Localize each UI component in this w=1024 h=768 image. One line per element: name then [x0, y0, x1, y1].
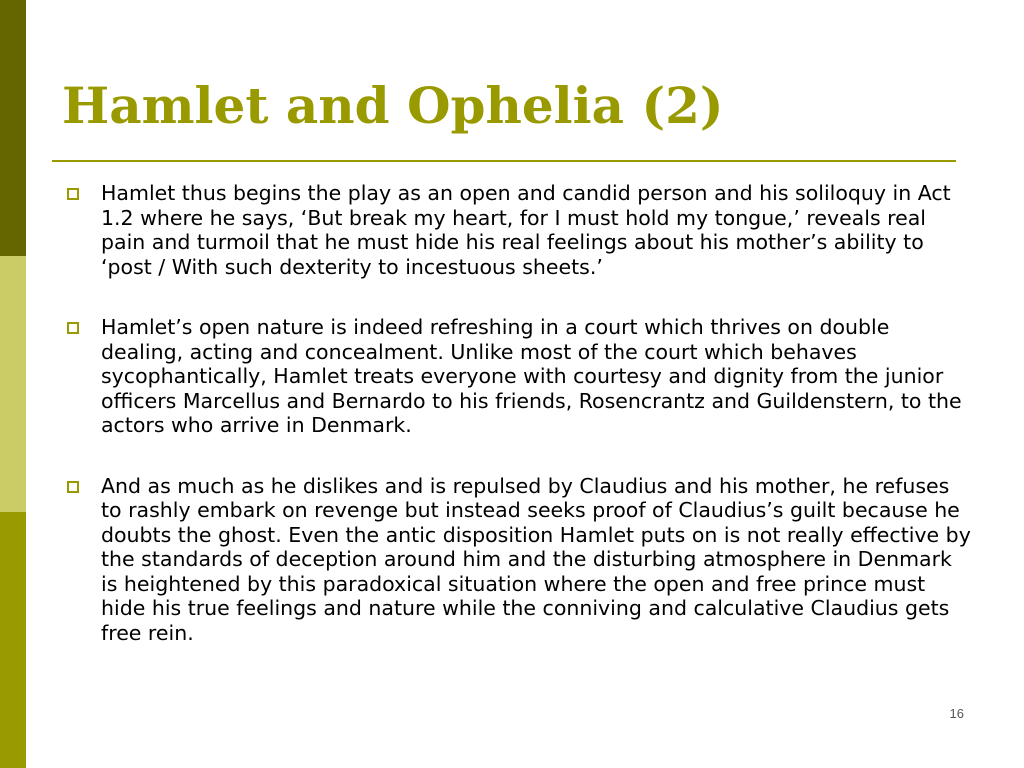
sidebar-band-top: [0, 0, 26, 256]
bullet-text: And as much as he dislikes and is repulsed by Claudius and his mother, he refuses to rashly embark on revenge but instead seeks proof of Claudius’s guilt because he doubts the ghost. Even the antic disposition Hamlet puts on is not really effective by the standards of deception around him and the disturbing atmosphere in Denmark is heightened by this paradoxical situation where the open and free prince must hide his true feelings and nature while the conniving and calculative Claudius gets free rein.: [101, 473, 971, 645]
square-bullet-icon: [67, 322, 79, 334]
bullet-text: Hamlet thus begins the play as an open and candid person and his soliloquy in Act 1.2 where he says, ‘But break my heart, for I must hold my tongue,’ reveals real pain and turmoil that he must hide his real feelings about his mother’s ability to ‘post / With such dexterity to incestuous sheets.’: [101, 181, 951, 279]
slide-title: Hamlet and Ophelia (2): [62, 76, 724, 135]
page-number: 16: [949, 706, 964, 721]
square-bullet-icon: [67, 188, 79, 200]
bullet-item: [62, 181, 972, 279]
bullet-list: [62, 181, 972, 645]
bullet-item: [62, 315, 972, 438]
sidebar-band-middle: [0, 256, 26, 512]
bullet-text: Hamlet’s open nature is indeed refreshing in a court which thrives on double dealing, acting and concealment. Unlike most of the court which behaves sycophantically, Hamlet treats everyone with courtesy and dignity from the junior officers Marcellus and Bernardo to his friends, Rosencrantz and Guildenstern, to the actors who arrive in Denmark.: [101, 315, 962, 437]
square-bullet-icon: [67, 481, 79, 493]
bullet-item: [62, 474, 972, 646]
sidebar-band-bottom: [0, 512, 26, 768]
title-underline: [52, 160, 956, 162]
